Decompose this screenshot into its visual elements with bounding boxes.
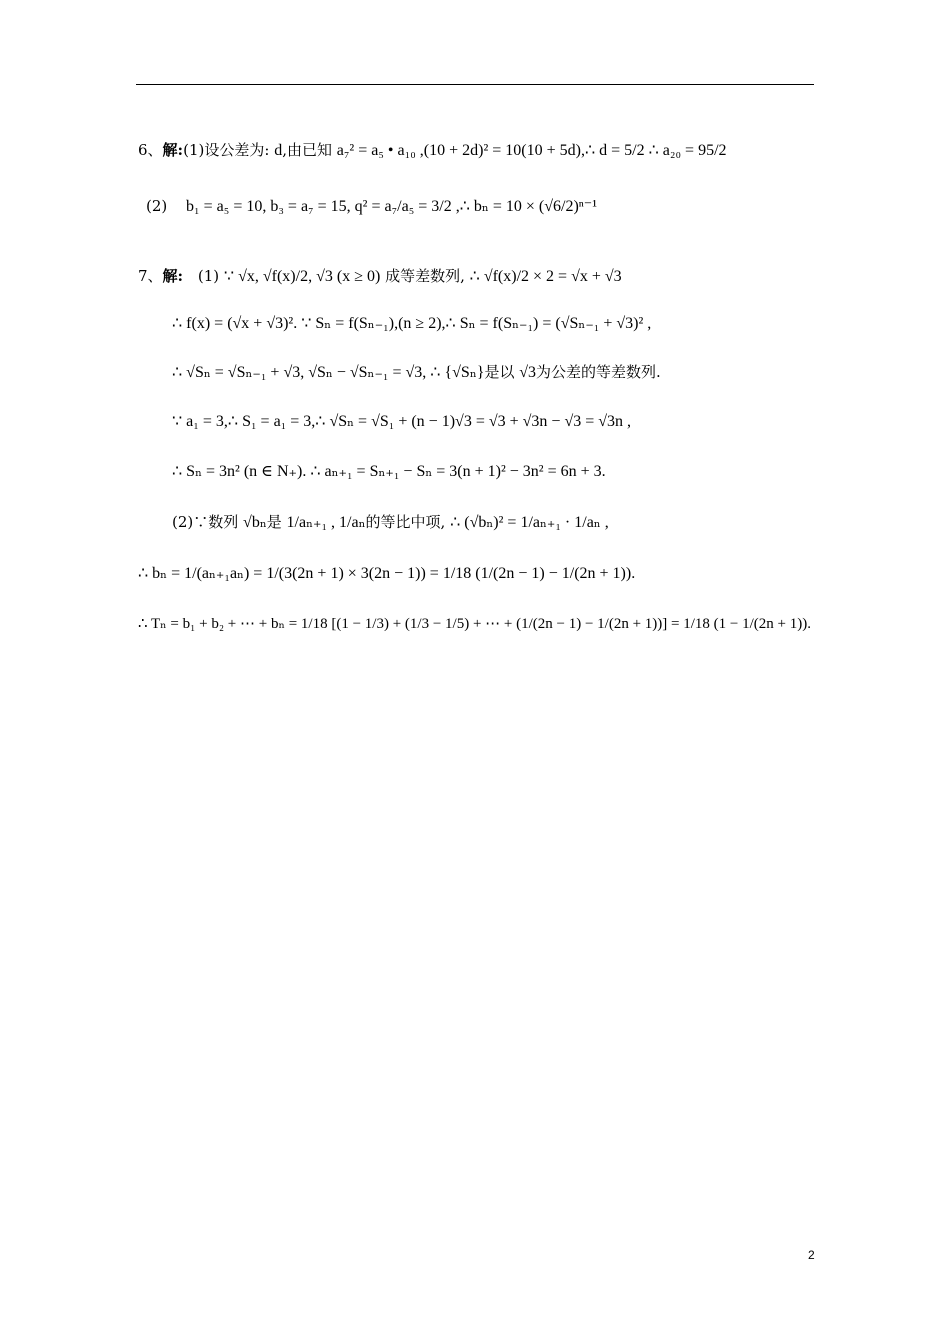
q7-part1-line2: ∴ f(x) = (√x + √3)². ∵ Sₙ = f(Sₙ₋₁),(n ≥ 2),∴ Sₙ = f(Sₙ₋₁) = (√Sₙ₋₁ + √3)² , (172, 315, 652, 332)
q6-part1-label: (1) (183, 141, 205, 159)
q6-part1-d: d (274, 142, 283, 159)
q7-part2-line1 (172, 512, 609, 533)
q6-part1-text: 设公差为: (204, 141, 270, 159)
q7-part1-line3 (172, 362, 661, 383)
q7-part1-line1-mid: 成等差数列, (385, 267, 465, 285)
q7-number: 7、 (138, 267, 163, 285)
q6-part1-text2: ,由已知 (282, 141, 332, 159)
q7-part1-line5: ∴ Sₙ = 3n² (n ∈ N₊). ∴ aₙ₊₁ = Sₙ₊₁ − Sₙ = 3(n + 1)² − 3n² = 6n + 3. (172, 463, 606, 480)
q7-part1-line4: ∵ a₁ = 3,∴ S₁ = a₁ = 3,∴ √Sₙ = √S₁ + (n − 1)√3 = √3 + √3n − √3 = √3n , (172, 413, 632, 430)
q7-part1-label: (1) (197, 267, 220, 285)
q7-part2-line1-post: ∴ (√bₙ)² = 1/aₙ₊₁ · 1/aₙ , (450, 514, 609, 531)
q7-part1-line3-post: 为公差的等差数列. (536, 363, 661, 381)
q6-part2-formula: b₁ = a₅ = 10, b₃ = a₇ = 15, q² = a₇/a₅ = 3/2 ,∴ bₙ = 10 × (√6/2)ⁿ⁻¹ (186, 198, 598, 215)
q7-part2-line2: ∴ bₙ = 1/(aₙ₊₁aₙ) = 1/(3(2n + 1) × 3(2n − 1)) = 1/18 (1/(2n − 1) − 1/(2n + 1)). (138, 565, 636, 582)
q6-number: 6、 (138, 141, 163, 159)
q7-part1-line1-pre: ∵ √x, √f(x)/2, √3 (x ≥ 0) (223, 268, 381, 285)
q7-part2-label: (2) (172, 513, 194, 531)
q6-part1-formula: a₇² = a₅ • a₁₀ ,(10 + 2d)² = 10(10 + 5d),∴ d = 5/2 ∴ a₂₀ = 95/2 (336, 142, 727, 159)
q7-part1-line1-post: ∴ √f(x)/2 × 2 = √x + √3 (469, 268, 622, 285)
q7-part2-line3: ∴ Tₙ = b₁ + b₂ + ⋯ + bₙ = 1/18 [(1 − 1/3) + (1/3 − 1/5) + ⋯ + (1/(2n − 1) − 1/(2n + 1))] = 1/18 (1 − 1/(2n + 1)). (138, 616, 811, 632)
q7-part2-line1-mid: 是 (266, 513, 282, 531)
q7-part1-line3-mid: 是以 (484, 363, 515, 381)
q7-part1-line1 (138, 266, 622, 287)
q7-part1-line3-math: √3 (519, 364, 537, 381)
q6-part2-label: (2) (146, 197, 168, 215)
q7-part2-line1-math1: √bₙ (243, 514, 267, 531)
q7-part2-line1-mid2: 的等比中项, (365, 513, 446, 531)
q6-part2 (146, 196, 597, 217)
q6-part1 (138, 140, 727, 161)
header-rule (136, 84, 814, 85)
q7-solution-label: 解: (162, 267, 184, 285)
q7-part1-line3-pre: ∴ √Sₙ = √Sₙ₋₁ + √3, √Sₙ − √Sₙ₋₁ = √3, ∴ {√Sₙ} (172, 364, 485, 381)
q7-part2-line1-pre: ∵数列 (193, 513, 239, 531)
page-number: 2 (808, 1248, 815, 1262)
q7-part2-line1-math2: 1/aₙ₊₁ , 1/aₙ (286, 514, 366, 531)
q6-solution-label: 解: (162, 141, 184, 159)
